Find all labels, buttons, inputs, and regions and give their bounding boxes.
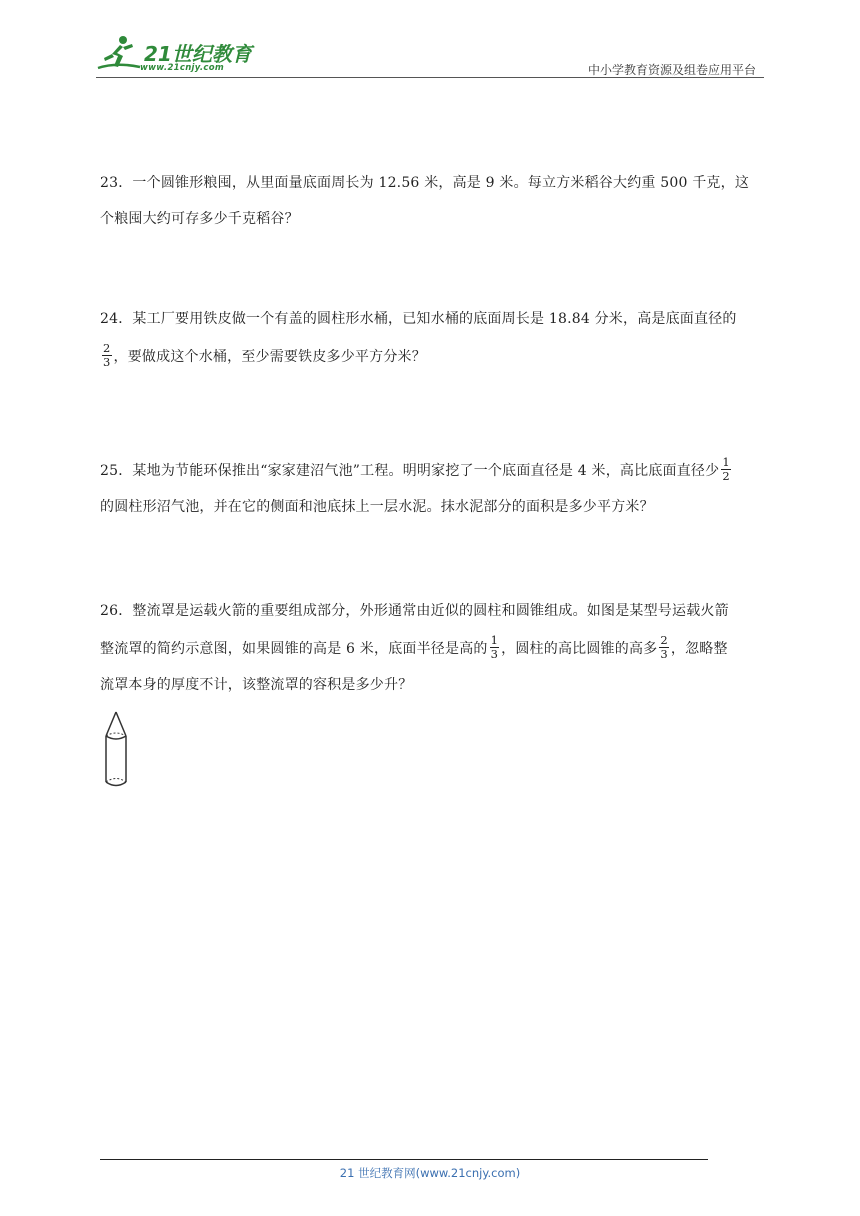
fraction-one-third: $\frac{1}{3}$ (490, 632, 499, 661)
question-24 (100, 303, 764, 373)
question-24-line-1: 24．某工厂要用铁皮做一个有盖的圆柱形水桶，已知水桶的底面周长是 18.84 分米，高是底面直径的 (100, 311, 737, 327)
question-26-line-3: 流罩本身的厚度不计，该整流罩的容积是多少升？ (100, 677, 413, 693)
question-24-line-2: $\frac{2}{3}$ ，要做成这个水桶，至少需要铁皮多少平方分米？ (103, 340, 426, 369)
question-26-line-2: 整流罩的简约示意图，如果圆锥的高是 6 米，底面半径是高的 $\frac{1}{3}$ ，圆柱的高比圆锥的高多 $\frac{2}{3}$ ，忽略整 (100, 632, 728, 661)
question-25-line-2: 的圆柱形沼气池，并在它的侧面和池底抹上一层水泥。抹水泥部分的面积是多少平方米？ (100, 499, 654, 515)
platform-title: 中小学教育资源及组卷应用平台 (587, 63, 756, 77)
site-logo (96, 34, 266, 76)
logo-text: 21世纪教育 (144, 42, 252, 66)
fraction-two-thirds: $\frac{2}{3}$ (660, 632, 668, 661)
footer-link[interactable]: 21 世纪教育网(www.21cnjy.com) (339, 1166, 521, 1180)
logo-url: www.21cnjy.com (140, 63, 224, 73)
question-26 (100, 595, 764, 701)
header-divider (96, 77, 764, 78)
fraction-one-half: $\frac{1}{2}$ (722, 454, 730, 483)
question-23-line-2: 个粮囤大约可存多少千克稻谷？ (100, 211, 299, 227)
question-25 (100, 455, 764, 523)
question-26-line-1: 26．整流罩是运载火箭的重要组成部分，外形通常由近似的圆柱和圆锥组成。如图是某型号运载火箭 (100, 603, 729, 619)
question-23-line-1: 23．一个圆锥形粮囤，从里面量底面周长为 12.56 米，高是 9 米。每立方米稻谷大约重 500 千克，这 (100, 175, 750, 191)
question-25-line-1: 25．某地为节能环保推出“家家建沼气池”工程。明明家挖了一个底面直径是 4 米，高比底面直径少 $\frac{1}{2}$ (100, 454, 730, 483)
question-23 (100, 167, 764, 235)
fairing-diagram (100, 710, 132, 792)
fraction-two-thirds: $\frac{2}{3}$ (103, 340, 111, 369)
runner-icon (96, 34, 142, 74)
page-header (96, 34, 764, 78)
footer-divider (100, 1159, 708, 1160)
